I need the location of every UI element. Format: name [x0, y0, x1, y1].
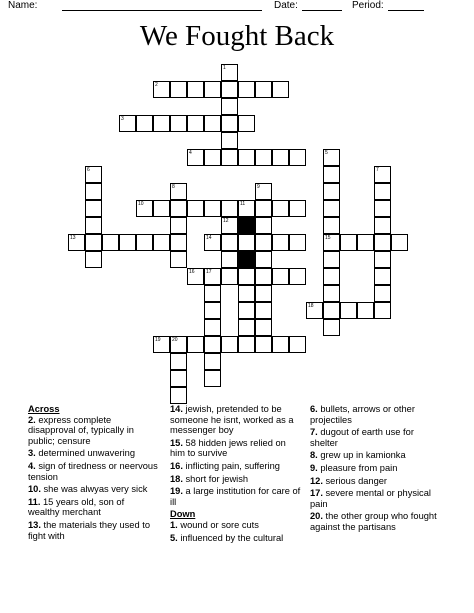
clue-item [310, 427, 440, 448]
crossword-cell[interactable] [221, 200, 238, 217]
crossword-cell[interactable] [221, 98, 238, 115]
clue-text: the materials they used to fight with [28, 519, 150, 541]
crossword-cell[interactable] [306, 302, 323, 319]
clue-number: 10 [138, 201, 144, 207]
crossword-cell[interactable] [374, 302, 391, 319]
clue-text: pleasure from pain [320, 462, 398, 473]
clue-text: inflicting pain, suffering [185, 460, 280, 471]
crossword-cell[interactable] [170, 353, 187, 370]
crossword-cell[interactable] [204, 285, 221, 302]
crossword-black-cell [238, 217, 255, 234]
crossword-cell[interactable] [374, 285, 391, 302]
crossword-cell[interactable] [102, 234, 119, 251]
clue-number-label: 9. [310, 462, 318, 473]
clue-number-label: 5. [170, 532, 178, 543]
clue-number: 13 [70, 235, 76, 241]
crossword-cell[interactable] [238, 336, 255, 353]
crossword-cell[interactable] [374, 234, 391, 251]
crossword-cell[interactable] [153, 336, 170, 353]
crossword-cell[interactable] [221, 336, 238, 353]
crossword-cell[interactable] [204, 353, 221, 370]
crossword-cell[interactable] [85, 217, 102, 234]
crossword-cell[interactable] [221, 115, 238, 132]
clue-item [170, 474, 302, 485]
crossword-cell[interactable] [204, 81, 221, 98]
crossword-cell[interactable] [170, 183, 187, 200]
crossword-cell[interactable] [187, 336, 204, 353]
crossword-cell[interactable] [255, 149, 272, 166]
crossword-cell[interactable] [323, 183, 340, 200]
clue-text: bullets, arrows or other projectiles [310, 404, 415, 425]
clue-item [310, 450, 440, 461]
clue-text: short for jewish [185, 473, 249, 484]
crossword-cell[interactable] [272, 336, 289, 353]
crossword-cell[interactable] [272, 81, 289, 98]
crossword-cell[interactable] [323, 268, 340, 285]
crossword-cell[interactable] [204, 234, 221, 251]
crossword-cell[interactable] [272, 149, 289, 166]
crossword-cell[interactable] [255, 200, 272, 217]
crossword-cell[interactable] [136, 115, 153, 132]
crossword-cell[interactable] [323, 319, 340, 336]
crossword-cell[interactable] [255, 319, 272, 336]
crossword-cell[interactable] [187, 200, 204, 217]
crossword-cell[interactable] [238, 319, 255, 336]
crossword-cell[interactable] [153, 81, 170, 98]
clue-item [310, 511, 440, 532]
crossword-cell[interactable] [238, 285, 255, 302]
clue-number: 17 [206, 269, 212, 275]
crossword-cell[interactable] [221, 251, 238, 268]
clue-number-label: 11. [28, 496, 41, 507]
crossword-cell[interactable] [255, 268, 272, 285]
crossword-cell[interactable] [255, 183, 272, 200]
crossword-cell[interactable] [374, 166, 391, 183]
page-title: We Fought Back [139, 20, 335, 52]
clue-item [170, 520, 302, 531]
crossword-cell[interactable] [238, 149, 255, 166]
clue-number-label: 15. [170, 437, 183, 448]
crossword-cell[interactable] [153, 234, 170, 251]
clue-number-label: 19. [170, 486, 183, 497]
clue-text: wound or sore cuts [180, 519, 259, 530]
crossword-cell[interactable] [204, 115, 221, 132]
clue-text: determined unwavering [38, 448, 136, 459]
clue-item [310, 463, 440, 474]
clue-number-label: 7. [310, 427, 318, 438]
crossword-cell[interactable] [357, 302, 374, 319]
crossword-cell[interactable] [255, 302, 272, 319]
crossword-cell[interactable] [221, 64, 238, 81]
clue-number-label: 16. [170, 460, 183, 471]
crossword-cell[interactable] [323, 234, 340, 251]
crossword-cell[interactable] [221, 81, 238, 98]
crossword-cell[interactable] [374, 217, 391, 234]
clue-number-label: 12. [310, 475, 323, 486]
clue-item [28, 484, 158, 495]
crossword-cell[interactable] [272, 234, 289, 251]
clue-number: 6 [87, 167, 90, 173]
clue-text: a large institution for care of ill [170, 486, 301, 507]
clue-item [170, 438, 302, 459]
clue-number-label: 3. [28, 448, 36, 459]
crossword-cell[interactable] [170, 115, 187, 132]
clue-text: serious danger [325, 475, 388, 486]
crossword-cell[interactable] [204, 319, 221, 336]
clue-number: 1 [223, 65, 226, 71]
crossword-cell[interactable] [323, 285, 340, 302]
clue-text: 58 hidden jews relied on him to survive [170, 437, 286, 459]
clue-number-label: 6. [310, 404, 318, 414]
clue-number: 11 [240, 201, 246, 207]
crossword-cell[interactable] [238, 81, 255, 98]
clue-number: 16 [189, 269, 195, 275]
crossword-cell[interactable] [221, 149, 238, 166]
crossword-cell[interactable] [170, 234, 187, 251]
crossword-cell[interactable] [255, 81, 272, 98]
clue-number: 19 [155, 337, 161, 343]
crossword-cell[interactable] [204, 149, 221, 166]
clue-text: express complete disapproval of, typically in public; censure [28, 414, 134, 446]
crossword-cell[interactable] [255, 251, 272, 268]
crossword-cell[interactable] [170, 336, 187, 353]
crossword-cell[interactable] [187, 115, 204, 132]
crossword-cell[interactable] [340, 234, 357, 251]
crossword-cell[interactable] [221, 217, 238, 234]
clue-number-label: 4. [28, 460, 36, 471]
clue-number: 14 [206, 235, 212, 241]
crossword-cell[interactable] [136, 200, 153, 217]
across-clues-list [28, 415, 158, 542]
crossword-cell[interactable] [272, 200, 289, 217]
clue-item [28, 448, 158, 459]
crossword-cell[interactable] [323, 217, 340, 234]
crossword-cell[interactable] [391, 234, 408, 251]
clue-item [170, 461, 302, 472]
crossword-cell[interactable] [238, 302, 255, 319]
crossword-cell[interactable] [289, 268, 306, 285]
crossword-cell[interactable] [289, 200, 306, 217]
down-clues-list [170, 520, 302, 543]
clue-text: she was alwyas very sick [43, 484, 148, 495]
crossword-cell[interactable] [323, 166, 340, 183]
crossword-cell[interactable] [204, 336, 221, 353]
clue-item [170, 404, 302, 436]
crossword-cell[interactable] [187, 268, 204, 285]
name-label: Name: [8, 0, 38, 11]
crossword-cell[interactable] [85, 166, 102, 183]
clue-text: grew up in kamionka [320, 450, 406, 461]
clue-number: 18 [308, 303, 314, 309]
crossword-cell[interactable] [170, 81, 187, 98]
clue-number: 9 [257, 184, 260, 190]
clue-number-label: 13. [28, 519, 41, 530]
crossword-cell[interactable] [374, 268, 391, 285]
clues-column-3 [310, 404, 440, 535]
clue-text: the other group who fought against the partisans [310, 511, 437, 532]
crossword-cell[interactable] [374, 251, 391, 268]
clues-column-1 [28, 404, 158, 543]
crossword-cell[interactable] [85, 234, 102, 251]
clue-number-label: 2. [28, 414, 36, 425]
clue-text: jewish, pretended to be someone he isnt, worked as a messenger boy [170, 404, 294, 436]
clue-text: sign of tiredness or neervous tension [28, 460, 158, 482]
crossword-cell[interactable] [68, 234, 85, 251]
crossword-cell[interactable] [255, 234, 272, 251]
crossword-cell[interactable] [289, 336, 306, 353]
clue-number: 4 [189, 150, 192, 156]
down-heading: Down [170, 509, 196, 520]
crossword-cell[interactable] [187, 149, 204, 166]
crossword-cell[interactable] [289, 149, 306, 166]
crossword-cell[interactable] [221, 132, 238, 149]
crossword-cell[interactable] [255, 217, 272, 234]
clue-item [170, 533, 302, 544]
crossword-cell[interactable] [153, 200, 170, 217]
crossword-cell[interactable] [340, 302, 357, 319]
clue-item [28, 520, 158, 541]
clue-number-label: 1. [170, 519, 178, 530]
clue-item [170, 486, 302, 507]
crossword-cell[interactable] [85, 251, 102, 268]
clue-text: severe mental or physical pain [310, 488, 431, 509]
clue-number: 5 [325, 150, 328, 156]
clue-item [28, 415, 158, 447]
crossword-cell[interactable] [272, 268, 289, 285]
crossword-cell[interactable] [136, 234, 153, 251]
crossword-cell[interactable] [357, 234, 374, 251]
crossword-cell[interactable] [85, 183, 102, 200]
clue-number: 15 [325, 235, 331, 241]
clue-number: 7 [376, 167, 379, 173]
crossword-cell[interactable] [255, 336, 272, 353]
crossword-cell[interactable] [170, 200, 187, 217]
crossword-cell[interactable] [374, 183, 391, 200]
crossword-cell[interactable] [238, 200, 255, 217]
crossword-cell[interactable] [170, 217, 187, 234]
crossword-cell[interactable] [221, 268, 238, 285]
clue-item [310, 488, 440, 509]
crossword-cell[interactable] [119, 115, 136, 132]
crossword-cell[interactable] [85, 200, 102, 217]
crossword-cell[interactable] [238, 115, 255, 132]
clue-text: dugout of earth use for shelter [310, 427, 414, 448]
clue-item [28, 497, 158, 518]
crossword-cell[interactable] [170, 387, 187, 404]
crossword-black-cell [238, 251, 255, 268]
clue-number-label: 10. [28, 484, 41, 495]
crossword-cell[interactable] [221, 234, 238, 251]
across-clues-continued [170, 404, 302, 507]
clue-number-label: 20. [310, 511, 323, 522]
crossword-cell[interactable] [204, 268, 221, 285]
clue-number-label: 8. [310, 450, 318, 461]
clue-item [310, 476, 440, 487]
crossword-cell[interactable] [238, 268, 255, 285]
clue-text: influenced by the cultural [180, 532, 284, 543]
clue-number: 3 [121, 116, 124, 122]
crossword-cell[interactable] [187, 81, 204, 98]
crossword-cell[interactable] [204, 200, 221, 217]
across-heading: Across [28, 404, 60, 414]
clues-column-2 [170, 404, 302, 545]
date-label: Date: [274, 0, 298, 11]
clue-number-label: 14. [170, 404, 183, 414]
crossword-cell[interactable] [204, 302, 221, 319]
crossword-cell[interactable] [323, 302, 340, 319]
crossword-cell[interactable] [323, 200, 340, 217]
crossword-cell[interactable] [170, 251, 187, 268]
crossword-cell[interactable] [204, 370, 221, 387]
clue-item [310, 404, 440, 425]
crossword-cell[interactable] [153, 115, 170, 132]
clue-number: 2 [155, 82, 158, 88]
period-label: Period: [352, 0, 384, 11]
clue-number: 20 [172, 337, 178, 343]
clue-text: 15 years old, son of wealthy merchant [28, 496, 125, 518]
clue-number: 8 [172, 184, 175, 190]
crossword-cell[interactable] [374, 200, 391, 217]
crossword-cell[interactable] [238, 234, 255, 251]
down-clues-continued [310, 404, 440, 533]
crossword-cell[interactable] [170, 370, 187, 387]
clue-number-label: 18. [170, 473, 183, 484]
crossword-cell[interactable] [323, 149, 340, 166]
clue-number: 12 [223, 218, 229, 224]
crossword-cell[interactable] [119, 234, 136, 251]
crossword-cell[interactable] [255, 285, 272, 302]
clue-item [28, 461, 158, 482]
crossword-cell[interactable] [289, 234, 306, 251]
crossword-cell[interactable] [323, 251, 340, 268]
clue-number-label: 17. [310, 488, 323, 499]
